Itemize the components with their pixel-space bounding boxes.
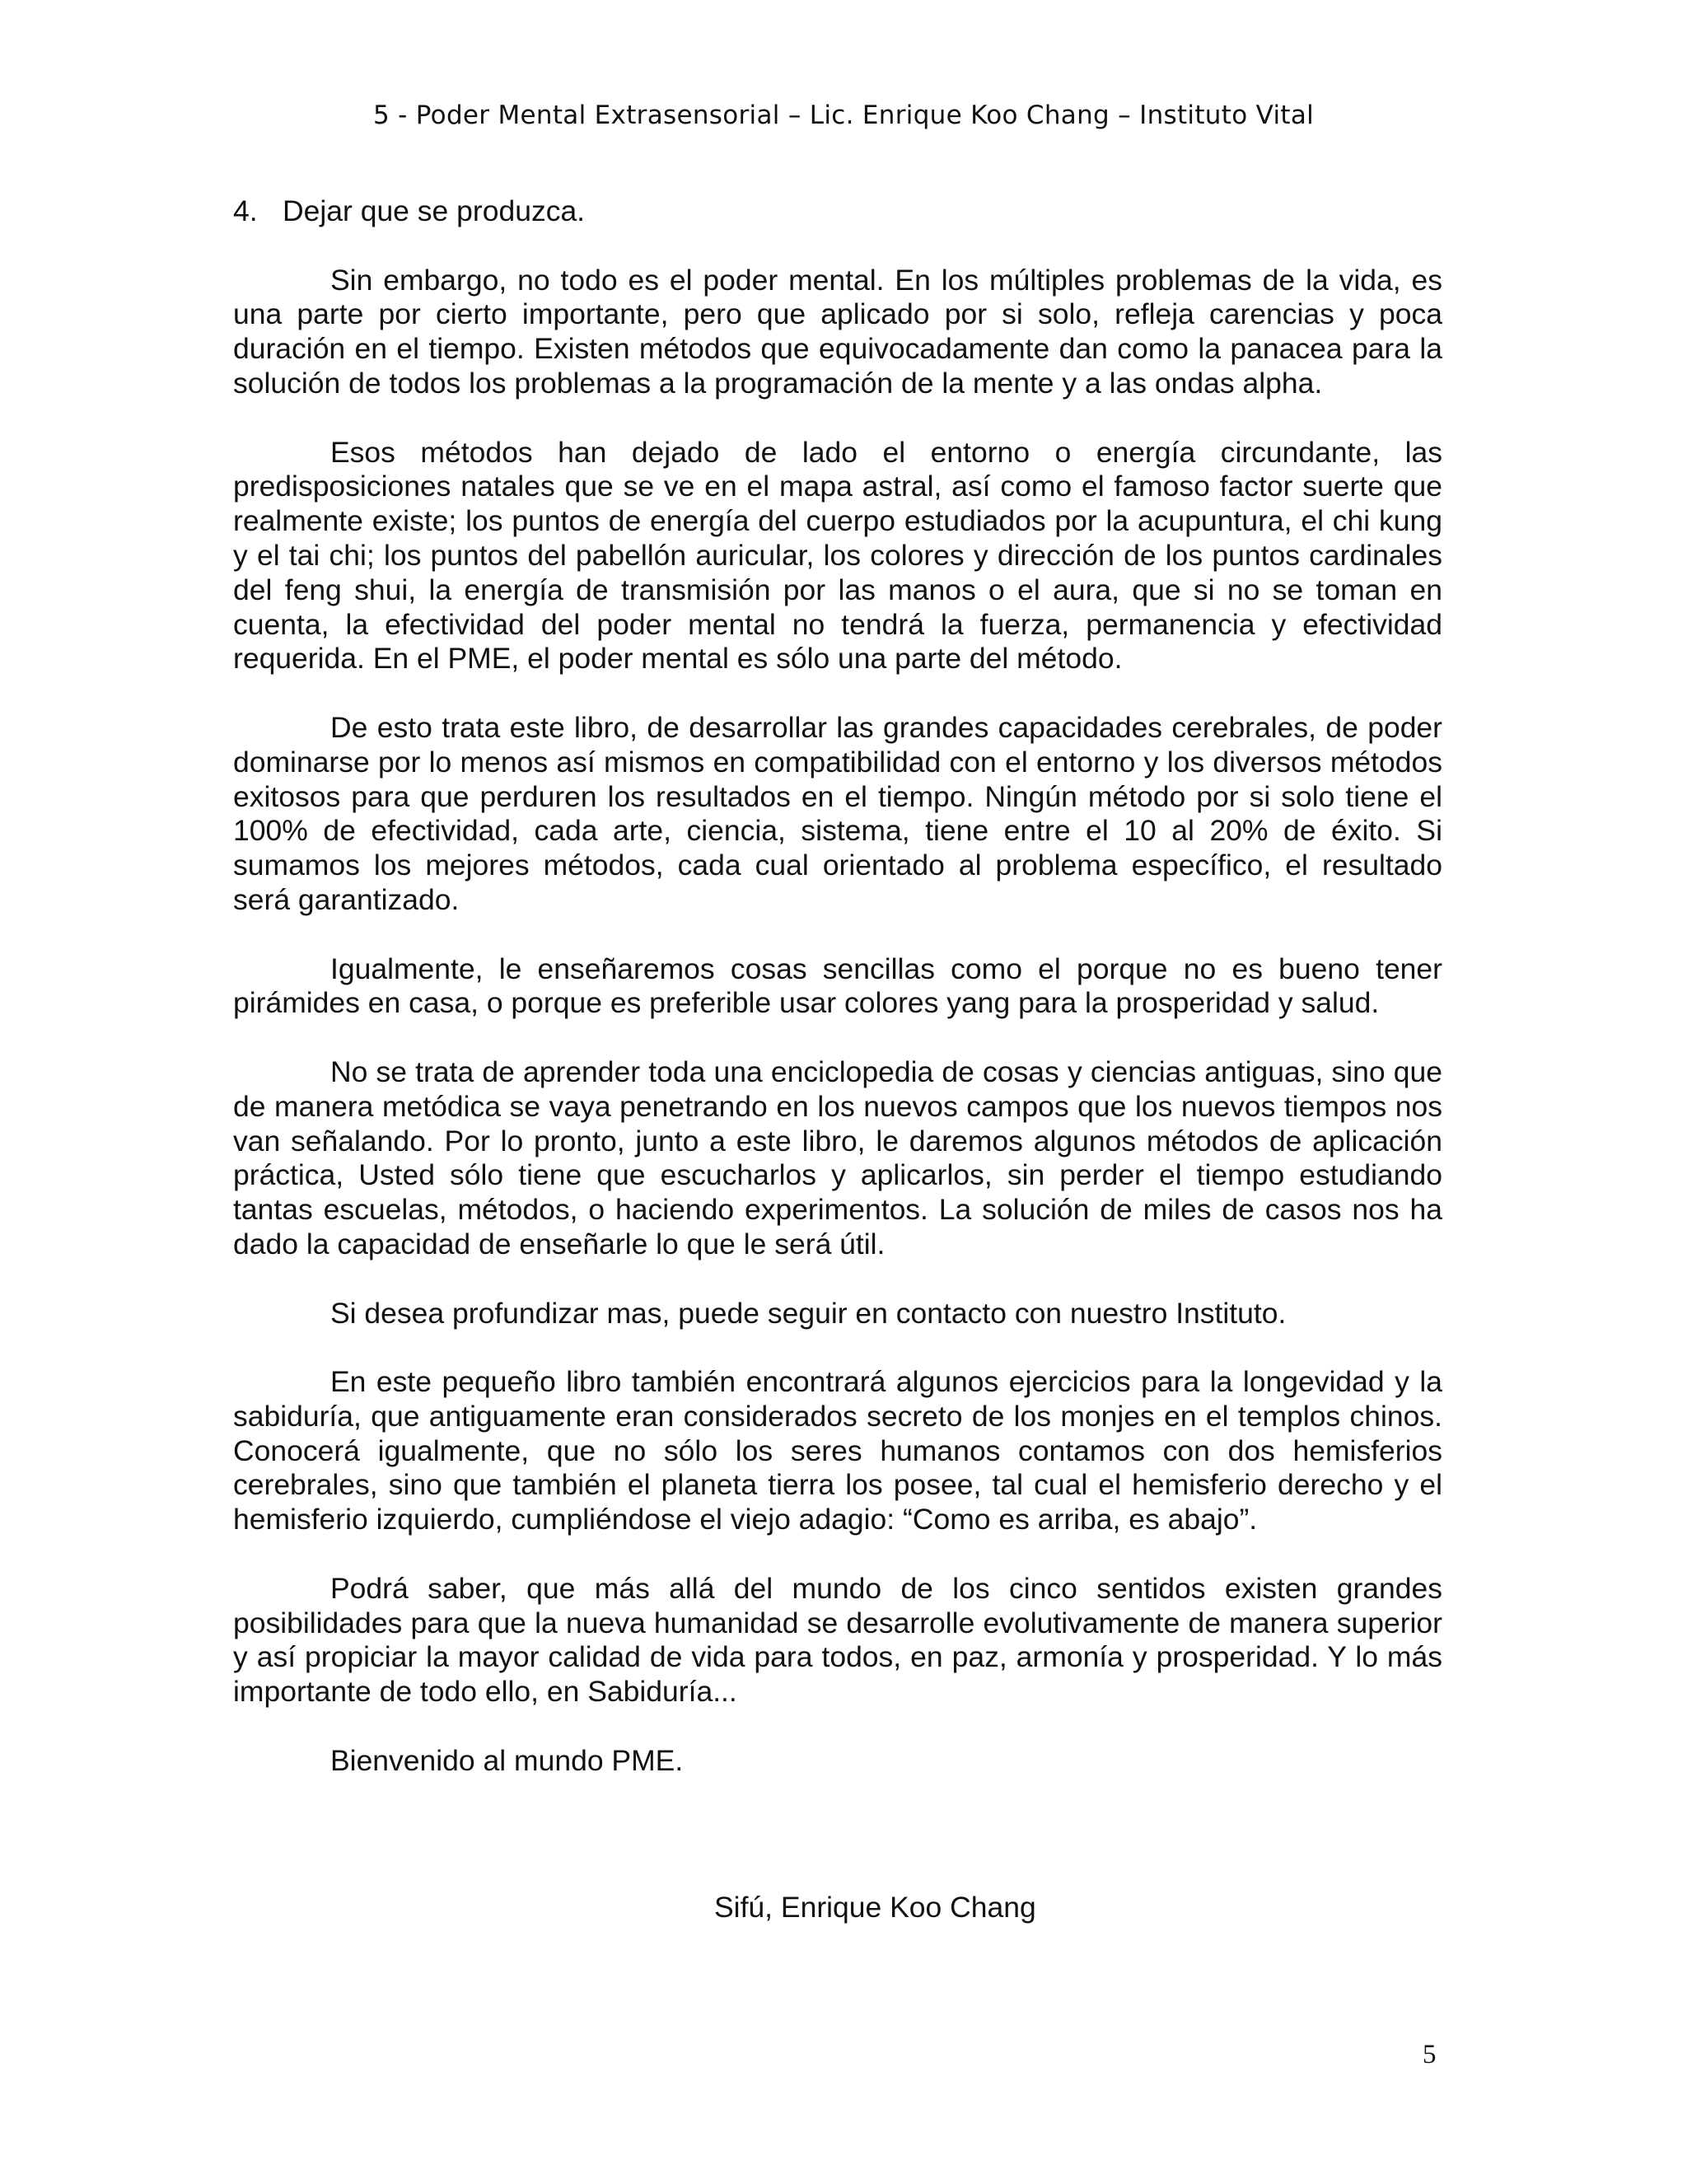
paragraph-longevity-exercises: En este pequeño libro también encontrará algunos ejercicios para la longevidad y la sabiduría, que antiguamente eran considerados secreto de los monjes en el templos chinos. Conocerá igualmente, que no sólo los seres humanos contamos con dos hemisferios cerebrales, sino que también el planeta tierra los posee, tal cual el hemisferio derecho y el hemisferio izquierdo, cumpliéndose el viejo adagio: “Como es arriba, es abajo”. xyxy=(233,1365,1442,1536)
paragraph-new-humanity: Podrá saber, que más allá del mundo de los cinco sentidos existen grandes posibilidades para que la nueva humanidad se desarrolle evolutivamente de manera superior y así propiciar la mayor calidad de vida para todos, en paz, armonía y prosperidad. Y lo más importante de todo ello, en Sabiduría... xyxy=(233,1571,1442,1709)
list-item-text: Dejar que se produzca. xyxy=(283,194,586,227)
paragraph-practical-methods: No se trata de aprender toda una enciclopedia de cosas y ciencias antiguas, sino que de manera metódica se vaya penetrando en los nuevos campos que los nuevos tiempos nos van señalando. Por lo pronto, junto a este libro, le daremos algunos métodos de aplicación práctica, Usted sólo tiene que escucharlos y aplicarlos, sin perder el tiempo estudiando tantas escuelas, métodos, o haciendo experimentos. La solución de miles de casos nos ha dado la capacidad de enseñarle lo que le será útil. xyxy=(233,1055,1442,1260)
document-body xyxy=(233,194,1442,1812)
page-number: 5 xyxy=(1423,2040,1437,2069)
numbered-list-item xyxy=(233,194,1442,229)
list-item-number: 4. xyxy=(233,194,258,227)
paragraph-ignored-methods: Esos métodos han dejado de lado el entorno o energía circundante, las predisposiciones natales que se ve en el mapa astral, así como el famoso factor suerte que realmente existe; los puntos de energía del cuerpo estudiados por la acupuntura, el chi kung y el tai chi; los puntos del pabellón auricular, los colores y dirección de los puntos cardinales del feng shui, la energía de transmisión por las manos o el aura, que si no se toman en cuenta, la efectividad del poder mental no tendrá la fuerza, permanencia y efectividad requerida. En el PME, el poder mental es sólo una parte del método. xyxy=(233,435,1442,676)
author-signature: Sifú, Enrique Koo Chang xyxy=(714,1891,1036,1924)
running-header: 5 - Poder Mental Extrasensorial – Lic. Enrique Koo Chang – Instituto Vital xyxy=(372,101,1315,130)
paragraph-simple-teachings: Igualmente, le enseñaremos cosas sencillas como el porque no es bueno tener pirámides en casa, o porque es preferible usar colores yang para la prosperidad y salud. xyxy=(233,952,1442,1020)
paragraph-mental-power-limits: Sin embargo, no todo es el poder mental. En los múltiples problemas de la vida, es una parte por cierto importante, pero que aplicado por si solo, refleja carencias y poca duración en el tiempo. Existen métodos que equivocadamente dan como la panacea para la solución de todos los problemas a la programación de la mente y a las ondas alpha. xyxy=(233,263,1442,400)
paragraph-institute-contact: Si desea profundizar mas, puede seguir en contacto con nuestro Instituto. xyxy=(330,1296,1287,1330)
paragraph-welcome: Bienvenido al mundo PME. xyxy=(330,1743,684,1777)
paragraph-book-purpose: De esto trata este libro, de desarrollar las grandes capacidades cerebrales, de poder dominarse por lo menos así mismos en compatibilidad con el entorno y los diversos métodos exitosos para que perduren los resultados en el tiempo. Ningún método por si solo tiene el 100% de efectividad, cada arte, ciencia, sistema, tiene entre el 10 al 20% de éxito. Si sumamos los mejores métodos, cada cual orientado al problema específico, el resultado será garantizado. xyxy=(233,710,1442,916)
